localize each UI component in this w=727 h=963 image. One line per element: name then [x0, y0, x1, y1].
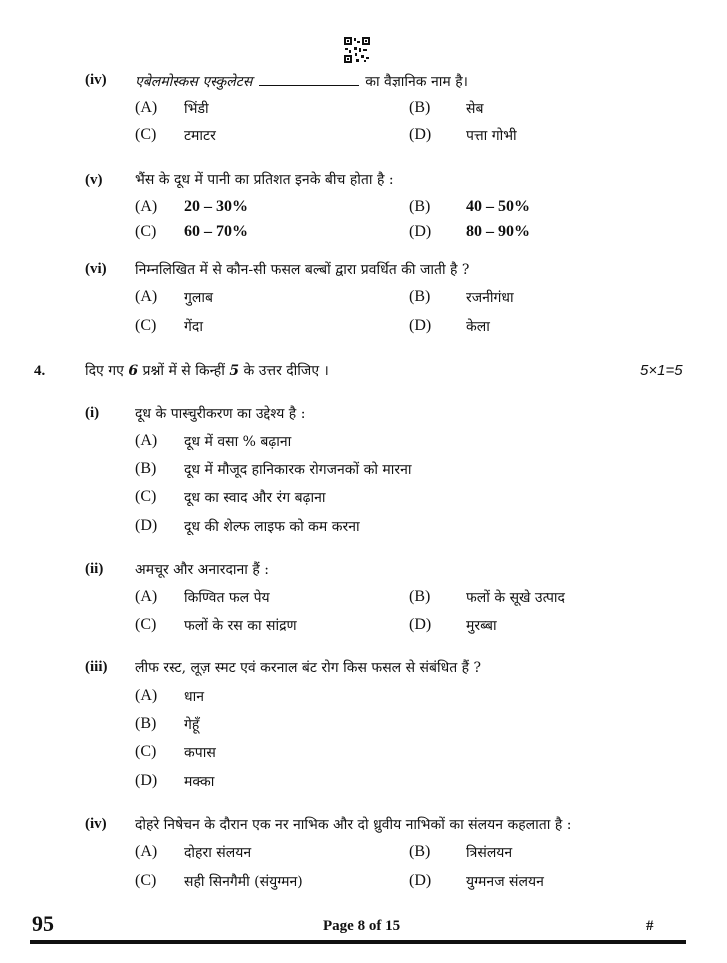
option-label: (A) — [135, 198, 158, 215]
option-text: कपास — [184, 745, 216, 761]
option-label: (B) — [409, 843, 431, 860]
option-label: (A) — [135, 99, 158, 116]
option-text: युग्मनज संलयन — [466, 874, 544, 890]
option-text: केला — [466, 319, 490, 335]
option-label: (B) — [409, 99, 431, 116]
question-text: एबेलमोस्कस एस्कुलेटस का वैज्ञानिक नाम है। — [135, 71, 468, 91]
question-number: 4. — [34, 363, 46, 379]
page-number: Page 8 of 15 — [323, 918, 401, 934]
option-label: (D) — [409, 317, 432, 334]
option-text: दोहरा संलयन — [184, 845, 252, 861]
marks-allotment: 5×1=5 — [640, 362, 683, 379]
option-label: (A) — [135, 588, 158, 605]
option-label: (A) — [135, 432, 158, 449]
option-text: टमाटर — [184, 128, 216, 144]
option-text: गेहूँ — [184, 717, 200, 733]
option-text: दूध में वसा % बढ़ाना — [184, 434, 292, 450]
option-text: दूध में मौजूद हानिकारक रोगजनकों को मारना — [184, 462, 412, 478]
option-text: फलों के सूखे उत्पाद — [466, 590, 565, 606]
option-label: (D) — [409, 126, 432, 143]
option-label: (D) — [409, 872, 432, 889]
option-text: भिंडी — [184, 101, 209, 117]
option-label: (A) — [135, 288, 158, 305]
option-text: मुरब्बा — [466, 618, 497, 634]
option-text: किण्वित फल पेय — [184, 590, 270, 606]
option-label: (D) — [409, 616, 432, 633]
question-number: (v) — [85, 172, 103, 188]
option-text: गुलाब — [184, 290, 213, 306]
option-text: रजनीगंधा — [466, 290, 514, 306]
answer-blank — [259, 71, 359, 86]
option-text: दूध की शेल्फ लाइफ को कम करना — [184, 519, 360, 535]
option-label: (C) — [135, 488, 157, 505]
q4-instruction: दिए गए 6 प्रश्नों में से किन्हीं 5 के उत्तर दीजिए । — [85, 363, 329, 379]
paper-code: 95 — [32, 911, 54, 936]
option-label: (B) — [409, 198, 431, 215]
option-text: सेब — [466, 101, 484, 117]
option-label: (B) — [409, 288, 431, 305]
question-number: (i) — [85, 405, 100, 421]
option-text: सही सिनगैमी (संयुग्मन) — [184, 874, 303, 890]
option-label: (D) — [135, 517, 158, 534]
option-label: (A) — [135, 687, 158, 704]
question-number: (iii) — [85, 659, 108, 675]
question-text: अमचूर और अनारदाना हैं : — [135, 562, 269, 578]
option-text: फलों के रस का सांद्रण — [184, 618, 297, 634]
option-text: 40 – 50% — [466, 198, 530, 215]
question-number: (vi) — [85, 261, 107, 277]
option-text: 20 – 30% — [184, 198, 248, 215]
footer-hash: # — [646, 918, 654, 934]
option-text: धान — [184, 689, 205, 705]
option-label: (B) — [135, 715, 157, 732]
option-label: (C) — [135, 317, 157, 334]
option-label: (B) — [409, 588, 431, 605]
option-label: (A) — [135, 843, 158, 860]
question-text: निम्नलिखित में से कौन-सी फसल बल्बों द्वारा प्रवर्धित की जाती है ? — [135, 262, 470, 278]
option-text: दूध का स्वाद और रंग बढ़ाना — [184, 490, 326, 506]
question-text: भैंस के दूध में पानी का प्रतिशत इनके बीच होता है : — [135, 172, 394, 188]
question-text: दूध के पास्चुरीकरण का उद्देश्य है : — [135, 406, 306, 422]
option-text: पत्ता गोभी — [466, 128, 517, 144]
option-label: (C) — [135, 616, 157, 633]
question-number: (iv) — [85, 816, 107, 832]
option-text: मक्का — [184, 774, 215, 790]
option-label: (C) — [135, 743, 157, 760]
question-number: (ii) — [85, 561, 104, 577]
qr-code-icon — [344, 37, 370, 63]
option-label: (C) — [135, 872, 157, 889]
question-text: लीफ रस्ट, लूज़ स्मट एवं करनाल बंट रोग किस फसल से संबंधित हैं ? — [135, 660, 482, 676]
option-label: (D) — [135, 772, 158, 789]
option-label: (D) — [409, 223, 432, 240]
option-label: (C) — [135, 223, 157, 240]
option-text: 80 – 90% — [466, 223, 530, 240]
option-text: गेंदा — [184, 319, 203, 335]
option-text: 60 – 70% — [184, 223, 248, 240]
question-text: दोहरे निषेचन के दौरान एक नर नाभिक और दो ध्रुवीय नाभिकों का संलयन कहलाता है : — [135, 817, 572, 833]
option-text: त्रिसंलयन — [466, 845, 513, 861]
question-number: (iv) — [85, 72, 107, 88]
footer-rule — [30, 940, 686, 944]
option-label: (C) — [135, 126, 157, 143]
option-label: (B) — [135, 460, 157, 477]
